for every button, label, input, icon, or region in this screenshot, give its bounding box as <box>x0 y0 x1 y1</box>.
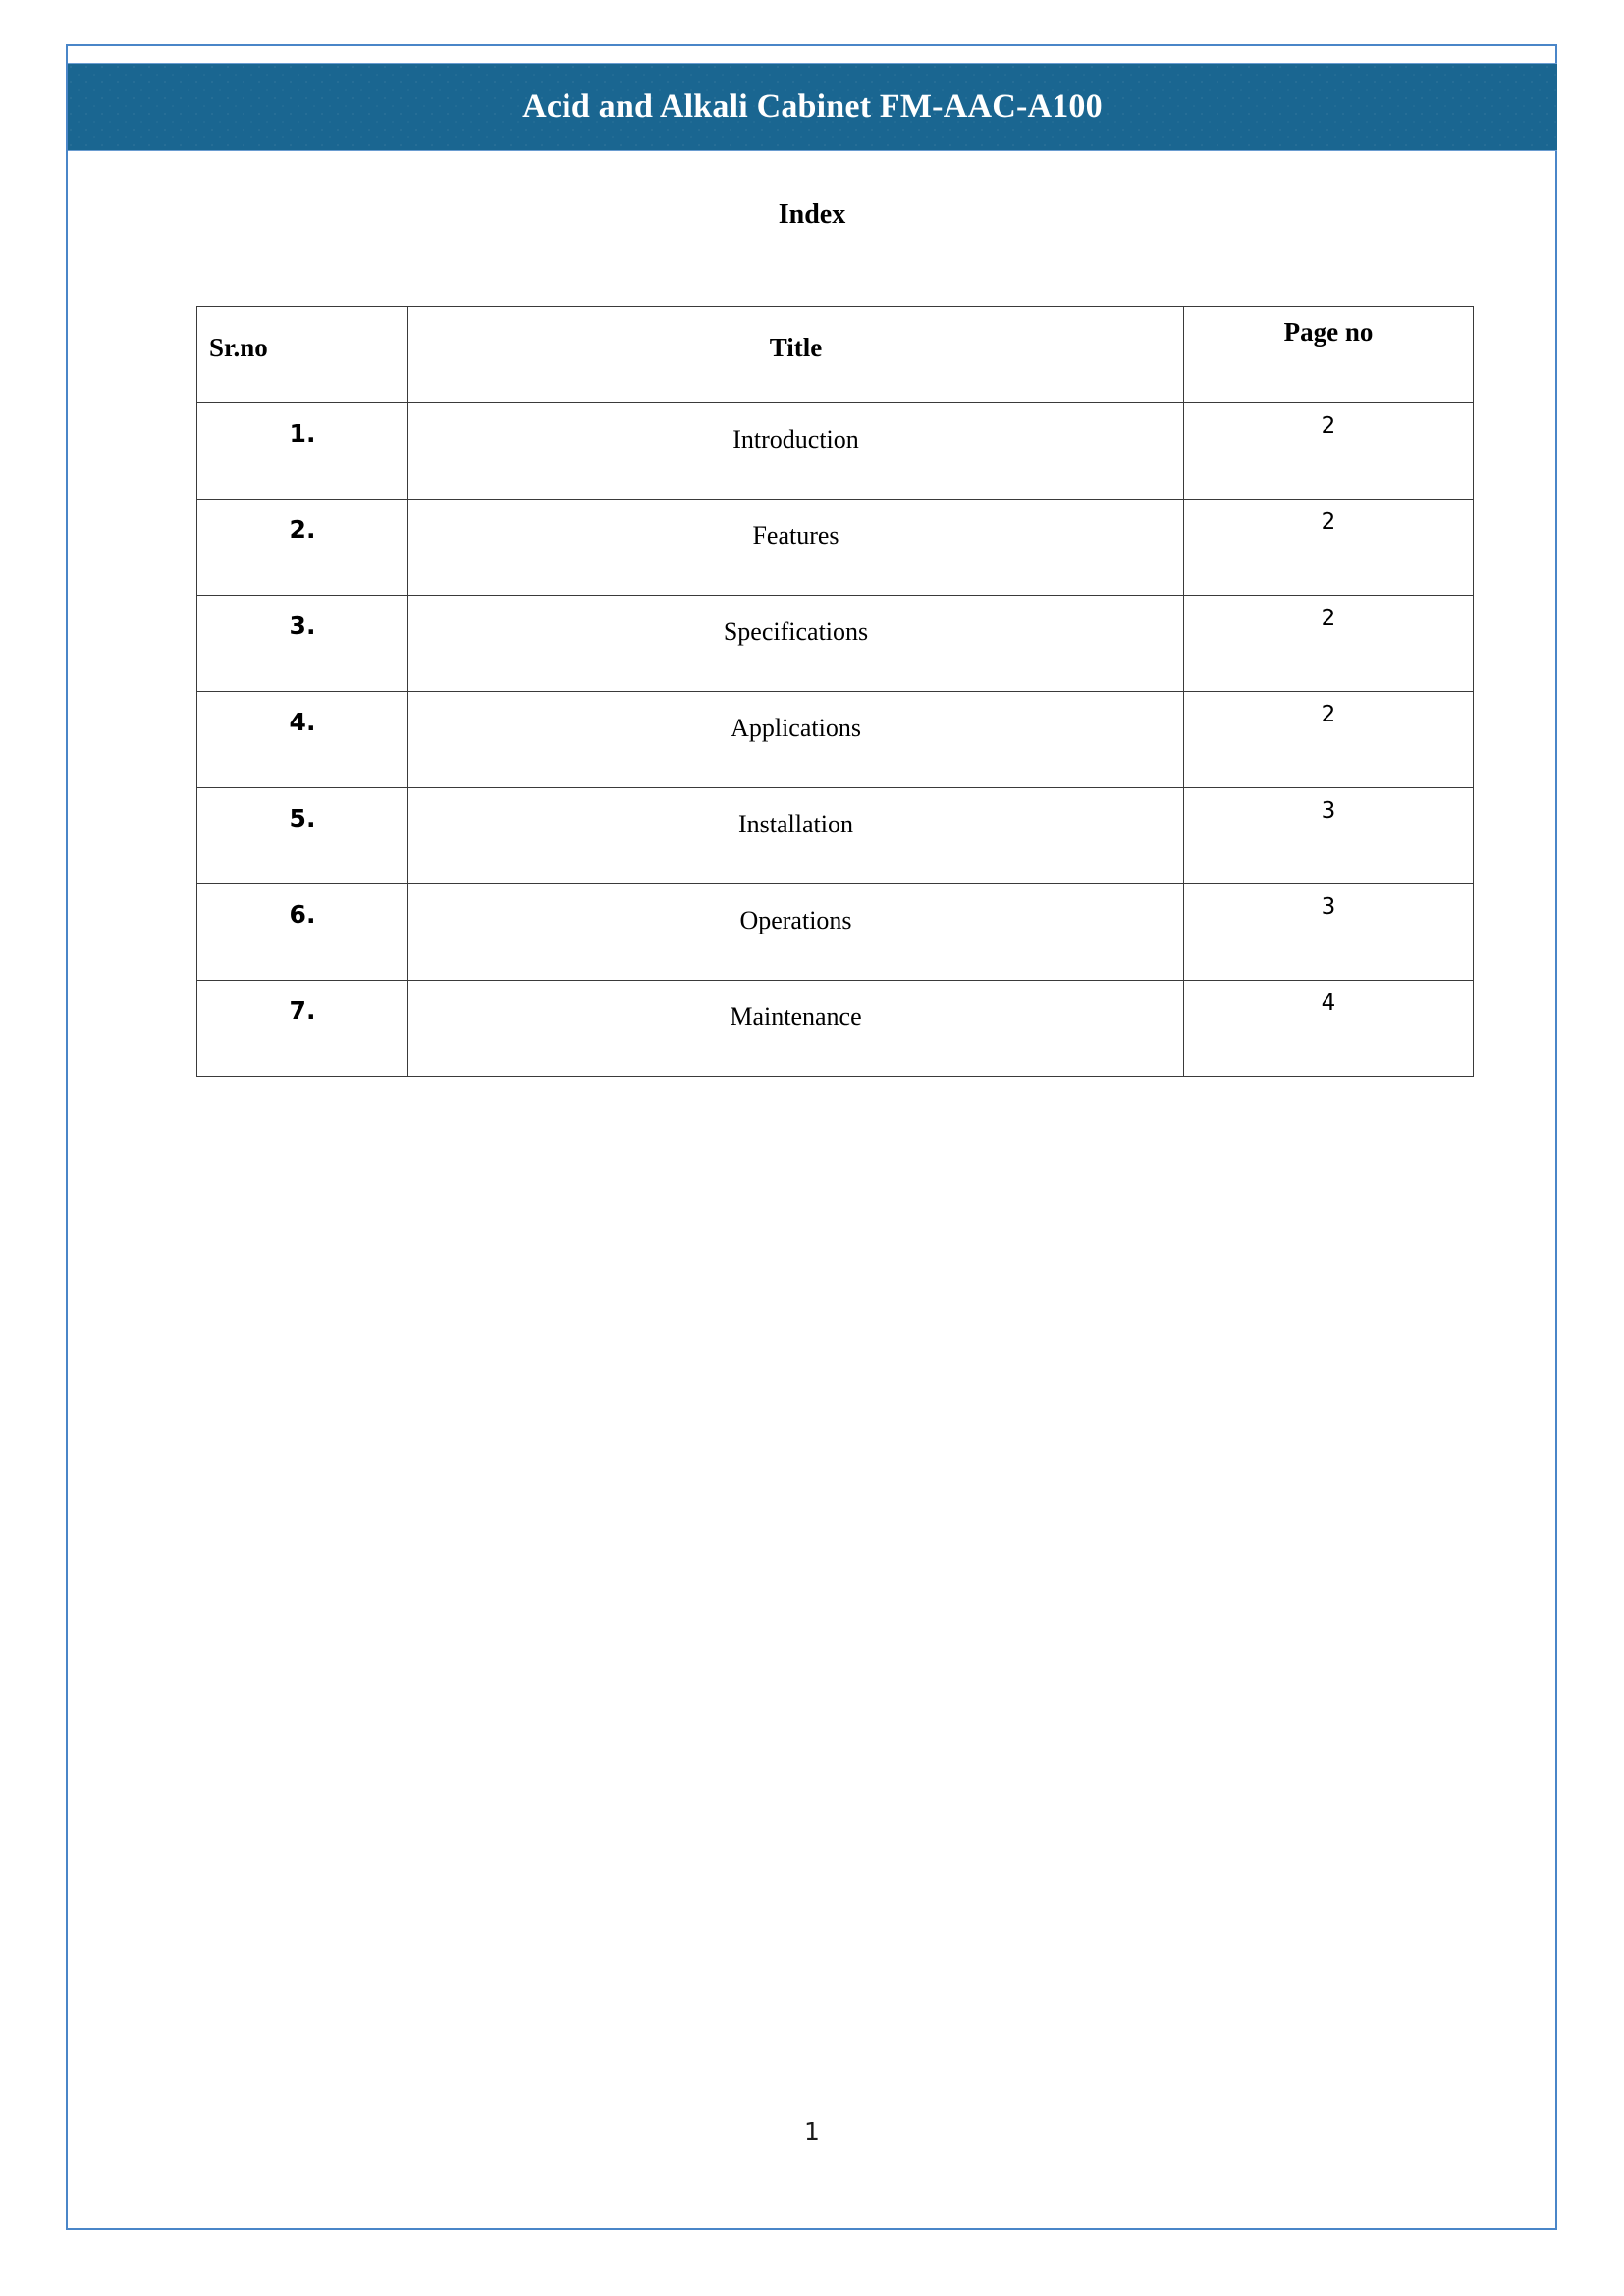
cell-page: 2 <box>1184 692 1474 788</box>
column-header-page-no: Page no <box>1184 307 1474 403</box>
cell-page: 3 <box>1184 788 1474 884</box>
index-table-body <box>197 403 1474 1077</box>
cell-srno: 3. <box>197 596 408 692</box>
table-row <box>197 788 1474 884</box>
document-title-banner <box>68 63 1557 151</box>
index-table-header <box>197 307 1474 403</box>
footer-page-number: 1 <box>804 2117 820 2146</box>
cell-title: Installation <box>408 788 1184 884</box>
cell-srno: 2. <box>197 500 408 596</box>
cell-page: 2 <box>1184 403 1474 500</box>
cell-srno: 5. <box>197 788 408 884</box>
cell-title: Features <box>408 500 1184 596</box>
column-header-title: Title <box>408 307 1184 403</box>
cell-srno: 1. <box>197 403 408 500</box>
table-row <box>197 500 1474 596</box>
table-row <box>197 596 1474 692</box>
cell-title: Operations <box>408 884 1184 981</box>
cell-title: Introduction <box>408 403 1184 500</box>
cell-srno: 7. <box>197 981 408 1077</box>
table-row <box>197 884 1474 981</box>
cell-srno: 6. <box>197 884 408 981</box>
cell-title: Maintenance <box>408 981 1184 1077</box>
column-header-srno: Sr.no <box>197 307 408 403</box>
cell-page: 2 <box>1184 500 1474 596</box>
table-row <box>197 692 1474 788</box>
cell-page: 2 <box>1184 596 1474 692</box>
cell-page: 4 <box>1184 981 1474 1077</box>
index-table <box>196 306 1474 1077</box>
table-row <box>197 981 1474 1077</box>
cell-title: Specifications <box>408 596 1184 692</box>
cell-title: Applications <box>408 692 1184 788</box>
document-title: Acid and Alkali Cabinet FM-AAC-A100 <box>522 88 1103 125</box>
cell-srno: 4. <box>197 692 408 788</box>
table-row <box>197 403 1474 500</box>
cell-page: 3 <box>1184 884 1474 981</box>
table-header-row <box>197 307 1474 403</box>
index-heading: Index <box>778 199 846 230</box>
